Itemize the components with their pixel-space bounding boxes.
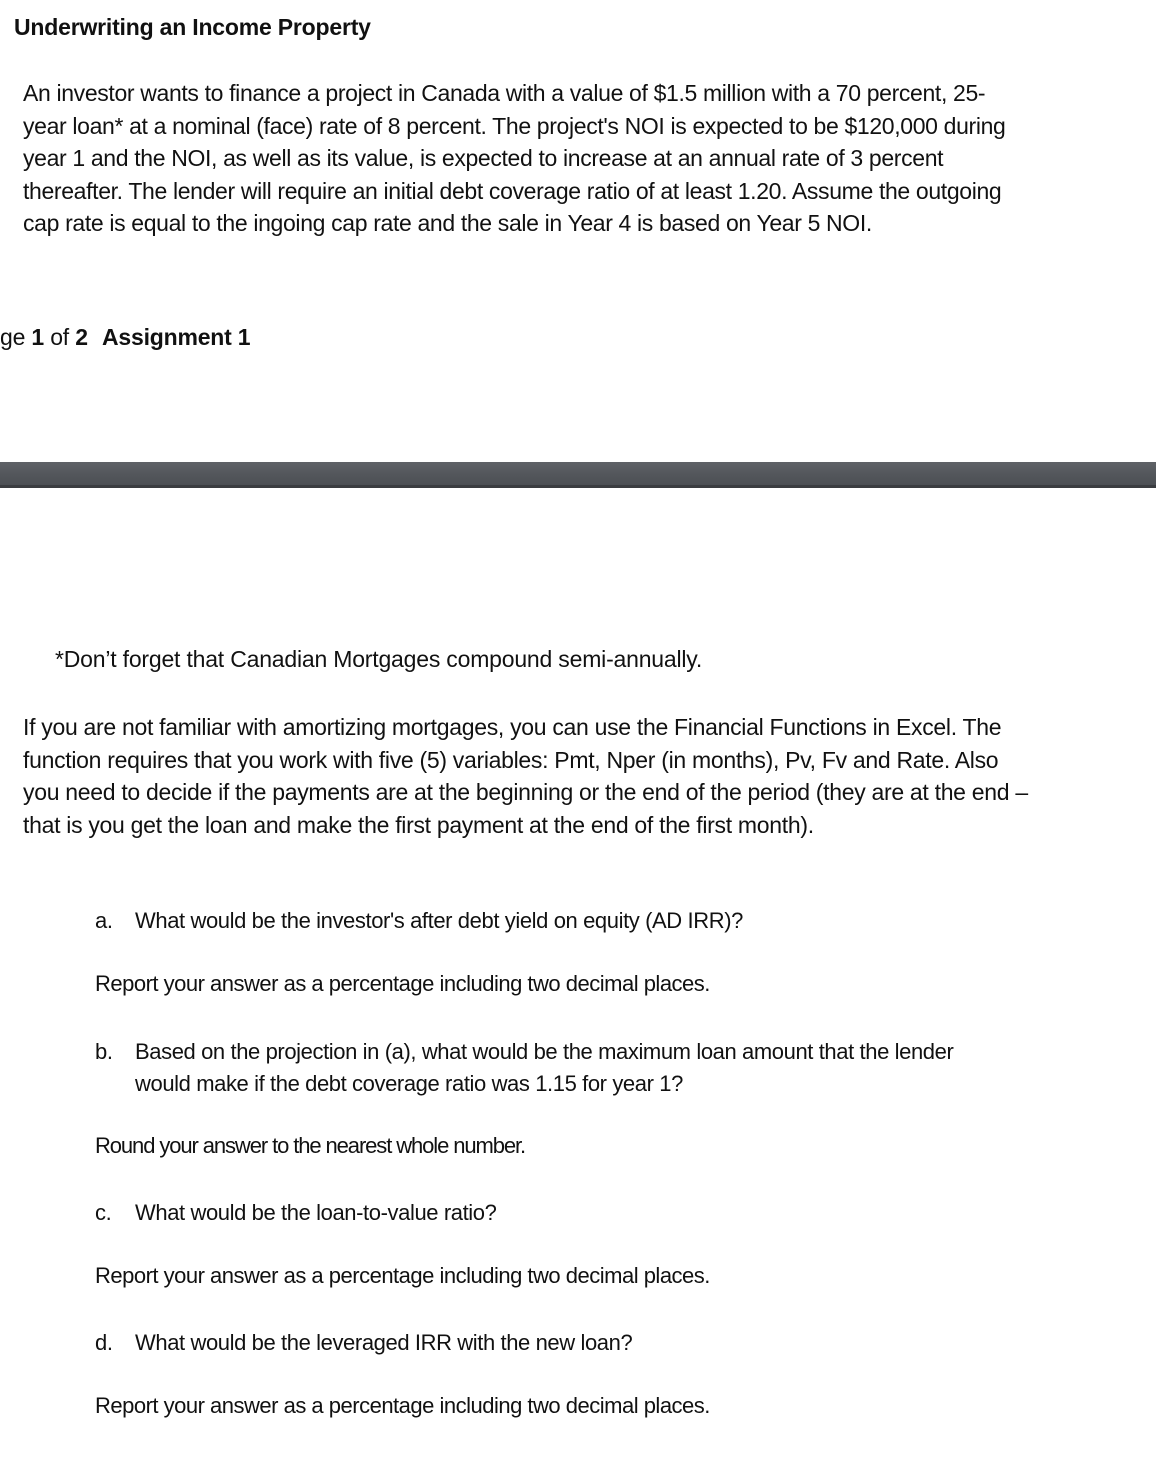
page-prefix: ge: [0, 324, 26, 350]
excel-instructions-paragraph: If you are not familiar with amortizing mortgages, you can use the Financial Functions in Excel. The function requires that you work with five (5) variables: Pmt, Nper (in months), Pv, Fv and Rate. Also you need to decide if the payments are at the beginning or the end of the period (they are at the end – that is you get the loan and make the first payment at the end of the first month).: [23, 714, 1028, 838]
question-text: What would be the investor's after debt yield on equity (AD IRR)?: [135, 908, 743, 933]
question-a: [95, 905, 995, 939]
intro-paragraph: An investor wants to finance a project in Canada with a value of $1.5 million with a 70 percent, 25-year loan* at a nominal (face) rate of 8 percent. The project's NOI is expected to be $120,000 during year 1 and the NOI, as well as its value, is expected to increase at an annual rate of 3 percent thereafter. The lender will require an initial debt coverage ratio of at least 1.20. Assume the outgoing cap rate is equal to the ingoing cap rate and the sale in Year 4 is based on Year 5 NOI.: [23, 80, 1006, 237]
footnote: *Don’t forget that Canadian Mortgages compound semi-annually.: [55, 646, 703, 672]
question-letter: c.: [95, 1200, 112, 1225]
page-total: 2: [75, 324, 88, 350]
question-b: [95, 1036, 995, 1102]
question-letter: a.: [95, 908, 113, 933]
page-current: 1: [31, 324, 44, 350]
question-letter: b.: [95, 1039, 113, 1064]
page-indicator: [0, 324, 250, 351]
question-text: Based on the projection in (a), what would be the maximum loan amount that the lender would make if the debt coverage ratio was 1.15 for year 1?: [135, 1039, 954, 1096]
question-d: [95, 1327, 995, 1361]
answer-instruction-b: Round your answer to the nearest whole number.: [95, 1133, 526, 1158]
answer-instruction-a: Report your answer as a percentage including two decimal places.: [95, 971, 710, 996]
answer-instruction-c: Report your answer as a percentage including two decimal places.: [95, 1263, 710, 1288]
question-c: [95, 1197, 995, 1231]
document-title: Underwriting an Income Property: [14, 14, 371, 40]
page-divider-bar: [0, 462, 1156, 488]
answer-instruction-d: Report your answer as a percentage including two decimal places.: [95, 1393, 710, 1418]
question-text: What would be the loan-to-value ratio?: [135, 1200, 497, 1225]
assignment-label: Assignment 1: [101, 324, 251, 350]
question-text: What would be the leveraged IRR with the new loan?: [135, 1330, 633, 1355]
question-letter: d.: [95, 1330, 113, 1355]
page-of: of: [50, 324, 69, 350]
